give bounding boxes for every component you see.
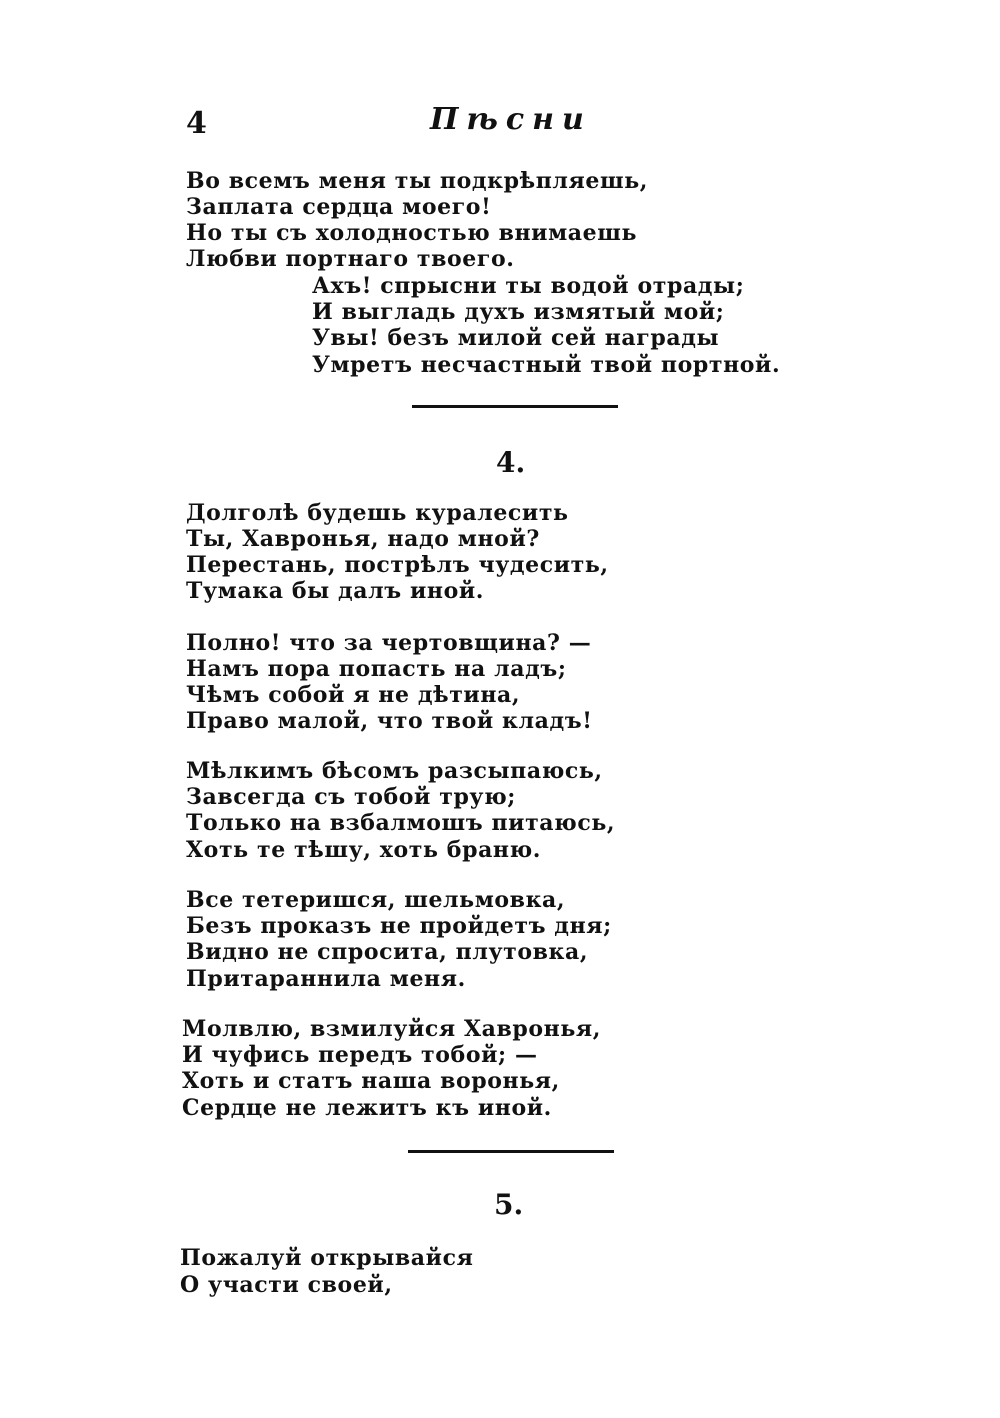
verse-line: Долголѣ будешь куралесить [186,500,569,526]
verse-line: Увы! безъ милой сей награды [312,325,720,351]
running-title: Пѣсни [430,102,592,137]
verse-line: Притараннила меня. [186,966,466,992]
section-divider [408,1150,614,1153]
page-number: 4 [186,106,207,141]
verse-line: Мѣлкимъ бѣсомъ разсыпаюсь, [186,758,603,784]
verse-line: Видно не спросита, плутовка, [186,939,589,965]
verse-line: Сердце не лежитъ къ иной. [182,1095,552,1121]
verse-line: Полно! что за чертовщина? — [186,630,592,656]
verse-line: Любви портнаго твоего. [186,246,515,272]
section-divider [412,405,618,408]
verse-line: О участи своей, [180,1272,393,1298]
verse-line: Пожалуй открывайся [180,1245,474,1271]
page-header [0,102,1000,146]
verse-line: Хоть те тѣшу, хоть браню. [186,837,542,863]
verse-line: Во всемъ меня ты подкрѣпляешь, [186,168,648,194]
verse-line: Перестань, пострѣлъ чудесить, [186,552,609,578]
verse-line: Все тетеришся, шельмовка, [186,887,566,913]
verse-line: И чуфись передъ тобой; — [182,1042,538,1068]
verse-line: Хоть и статъ наша воронья, [182,1068,560,1094]
verse-line: Ты, Хавронья, надо мной? [186,526,540,552]
verse-line: Заплата сердца моего! [186,194,492,220]
verse-line: Но ты съ холодностью внимаешь [186,220,638,246]
song-number: 4. [496,446,526,479]
verse-line: Право малой, что твой кладъ! [186,708,593,734]
verse-line: Намъ пора попасть на ладъ; [186,656,567,682]
verse-line: Чѣмъ собой я не дѣтина, [186,682,521,708]
verse-line: Молвлю, взмилуйся Хавронья, [182,1016,601,1042]
verse-line: Завсегда съ тобой трую; [186,784,516,810]
verse-line: Умретъ несчастный твой портной. [312,352,781,378]
verse-line: Ахъ! спрысни ты водой отрады; [312,273,745,299]
verse-line: Тумака бы далъ иной. [186,578,485,604]
verse-line: Безъ проказъ не пройдетъ дня; [186,913,612,939]
verse-line: Только на взбалмошъ питаюсь, [186,810,616,836]
verse-line: И выгладь духъ измятый мой; [312,299,725,325]
song-number: 5. [494,1188,524,1221]
